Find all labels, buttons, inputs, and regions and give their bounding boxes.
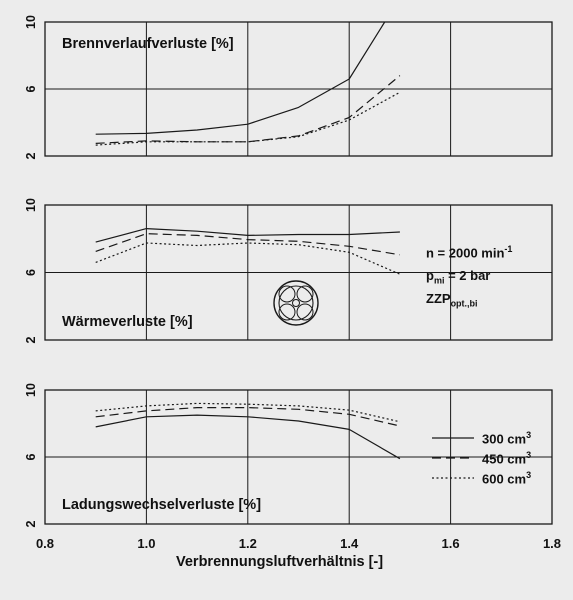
zzp-annotation [426,291,478,309]
zzp-base: ZZP [426,291,451,306]
x-tick-label: 1.6 [441,536,460,551]
zzp-sub: opt.,bi [450,298,478,309]
legend-label-300 [482,430,531,446]
legend-label-600 [482,470,531,486]
cylinder-bore-icon [274,281,318,325]
pmi-value: = 2 bar [444,268,491,283]
x-tick-label: 0.8 [35,536,55,551]
y-tick-label: 2 [24,152,38,160]
panel-1-title: Brennverlaufverluste [%] [62,36,234,52]
legend [432,438,474,478]
x-axis-label: Verbrennungsluftverhältnis [-] [176,554,384,570]
x-tick-label: 1.0 [137,536,156,551]
x-tick-label: 1.2 [238,536,257,551]
y-tick-label: 10 [24,383,38,397]
speed-annotation [426,244,512,260]
spark-plug-circle [293,300,300,307]
speed-exponent: -1 [504,244,513,254]
legend-label-450 [482,450,531,466]
y-tick-label: 10 [24,198,38,212]
legend-600-text: 600 cm [482,471,527,487]
panel-2-y-tick-labels [24,198,38,343]
pmi-annotation [426,268,490,286]
y-tick-label: 2 [24,520,38,528]
pmi-base: p [426,268,434,283]
panel-3-title: Ladungswechselverluste [%] [62,497,262,513]
panel-2-title: Wärmeverluste [%] [62,314,193,330]
x-tick-label: 1.8 [542,536,562,551]
y-tick-label: 6 [24,453,38,461]
legend-450-exp: 3 [526,450,532,460]
y-tick-label: 2 [24,336,38,344]
y-tick-label: 10 [24,15,38,29]
bore-outer-circle [274,281,318,325]
legend-300-exp: 3 [526,430,532,440]
x-tick-label: 1.4 [340,536,359,551]
panel-3-y-tick-labels [24,383,38,527]
y-tick-label: 6 [24,85,38,93]
legend-600-exp: 3 [526,470,532,480]
x-tick-labels [36,536,561,551]
panel-1-y-tick-labels [24,15,38,159]
y-tick-label: 6 [24,269,38,276]
speed-text: n = 2000 min [426,245,505,261]
bore-inner-circle [279,286,313,320]
pmi-sub: mi [433,275,445,286]
legend-450-text: 450 cm [482,451,527,467]
legend-300-text: 300 cm [482,431,527,447]
